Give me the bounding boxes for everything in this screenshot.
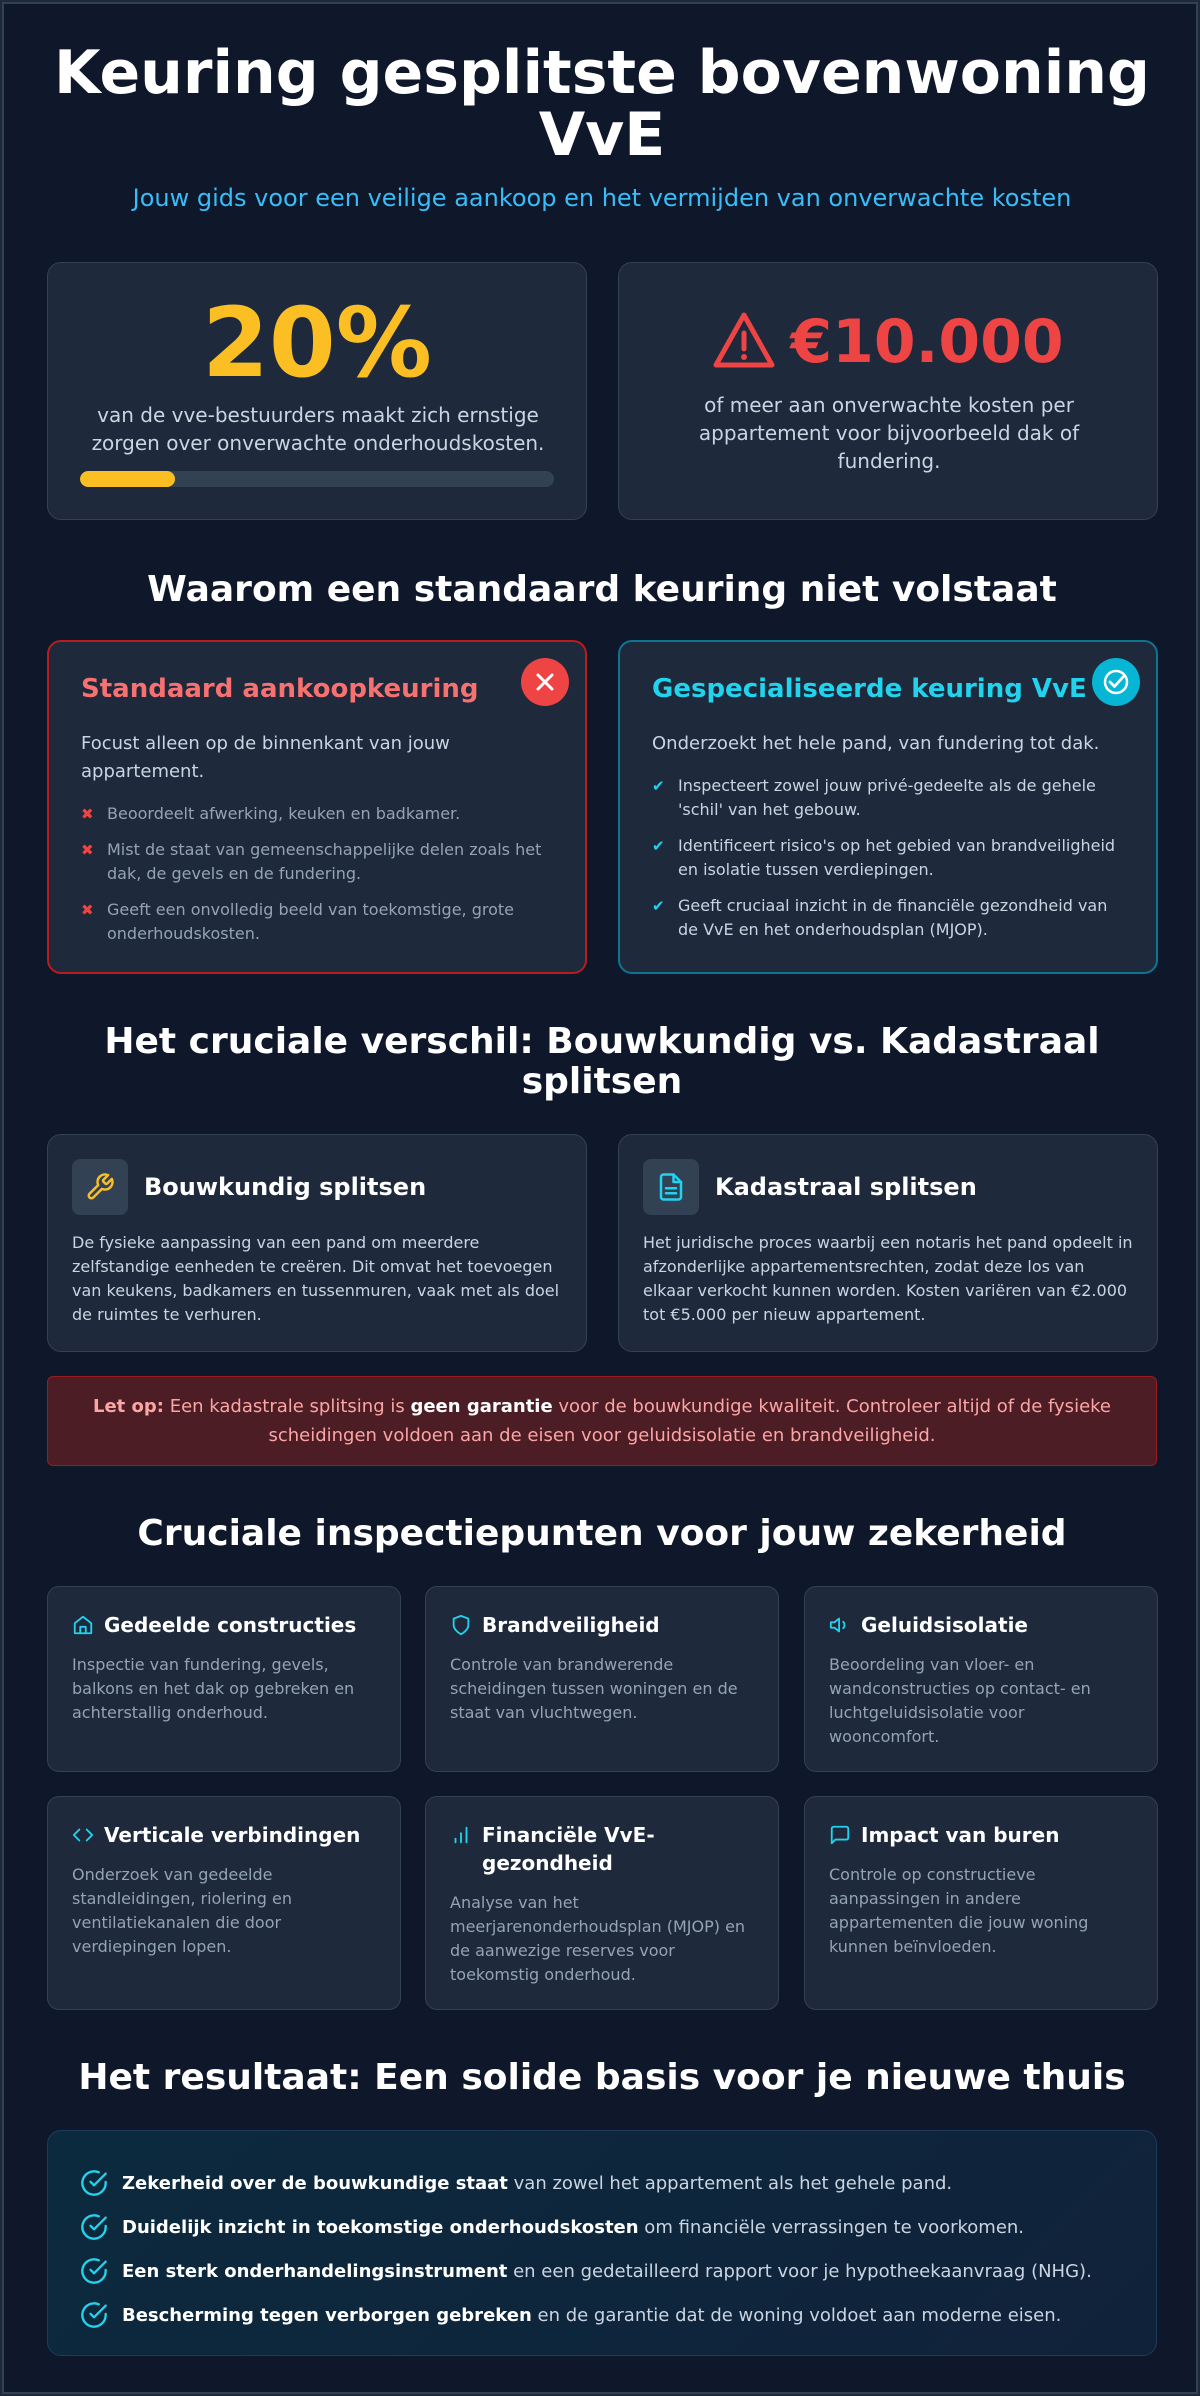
check-circle-badge-icon xyxy=(1092,658,1140,706)
inspection-text: Beoordeling van vloer- en wandconstructies op contact- en luchtgeluidsisolatie voor wooncomfort. xyxy=(829,1655,1091,1746)
bouwkundig-text: De fysieke aanpassing van een pand om meerdere zelfstandige eenheden te creëren. Dit omvat het toevoegen van keukens, badkamers en tussenmuren, vaak met als doel de ruimtes te verhuren. xyxy=(72,1233,560,1324)
page-title: Keuring gesplitste bovenwoning VvE xyxy=(54,38,1150,170)
stat-card-percentage xyxy=(47,262,587,520)
inspection-title: Financiële VvE-gezondheid xyxy=(482,1823,655,1875)
result-section-title: Het resultaat: Een solide basis voor je nieuwe thuis xyxy=(78,2057,1126,2098)
standard-inspection-card xyxy=(47,640,587,974)
inspection-card-fire-safety xyxy=(425,1586,779,1772)
inspection-card-vertical-connections xyxy=(47,1796,401,2010)
stat-progress-fill xyxy=(80,471,175,487)
cross-icon: ✖ xyxy=(81,901,94,919)
check-icon: ✔ xyxy=(652,837,665,855)
warning-note-text: Let op: Een kadastrale splitsing is geen garantie voor de bouwkundige kwaliteit. Controleer altijd of de fysieke scheidingen voldoen aan de eisen voor geluidsisolatie en brandveiligheid. xyxy=(92,1396,1111,1446)
inspection-title: Impact van buren xyxy=(861,1823,1060,1847)
inspection-card-shared-constructions xyxy=(47,1586,401,1772)
check-circle-icon xyxy=(80,2301,108,2329)
kadastraal-card xyxy=(618,1134,1158,1352)
stat-card-cost xyxy=(618,262,1158,520)
standard-inspection-list xyxy=(81,802,553,946)
check-icon: ✔ xyxy=(652,897,665,915)
stat-percentage-text: van de vve-bestuurders maakt zich ernstige zorgen over onverwachte onderhoudskosten. xyxy=(91,403,545,455)
specialised-inspection-card xyxy=(618,640,1158,974)
inspection-title: Gedeelde constructies xyxy=(104,1613,357,1637)
standard-inspection-lead: Focust alleen op de binnenkant van jouw appartement. xyxy=(81,733,450,782)
infographic-page xyxy=(2,2,1198,2394)
list-item: ✔ Inspecteert zowel jouw privé-gedeelte als de gehele 'schil' van het gebouw. xyxy=(652,776,1096,819)
result-item: Zekerheid over de bouwkundige staat van zowel het appartement als het gehele pand. xyxy=(80,2161,1124,2205)
inspection-text: Controle van brandwerende scheidingen tussen woningen en de staat van vluchtwegen. xyxy=(450,1655,738,1722)
kadastraal-title: Kadastraal splitsen xyxy=(715,1173,977,1201)
warning-triangle-icon xyxy=(712,311,776,373)
list-item: ✖ Geeft een onvolledig beeld van toekomstige, grote onderhoudskosten. xyxy=(81,900,514,943)
specialised-inspection-list xyxy=(652,774,1124,942)
check-circle-icon xyxy=(80,2213,108,2241)
inspection-text: Inspectie van fundering, gevels, balkons en het dak op gebreken en achterstallig onderhoud. xyxy=(72,1655,355,1722)
inspection-title: Verticale verbindingen xyxy=(104,1823,361,1847)
specialised-inspection-lead: Onderzoekt het hele pand, van fundering tot dak. xyxy=(652,733,1100,754)
wrench-icon xyxy=(72,1159,128,1215)
result-item: Duidelijk inzicht in toekomstige onderhoudskosten om financiële verrassingen te voorkomen. xyxy=(80,2205,1124,2249)
inspection-card-sound-insulation xyxy=(804,1586,1158,1772)
stat-cost-text: of meer aan onverwachte kosten per appartement voor bijvoorbeeld dak of fundering. xyxy=(698,393,1080,473)
inspection-card-financial-health xyxy=(425,1796,779,2010)
inspection-text: Analyse van het meerjarenonderhoudsplan (MJOP) en de aanwezige reserves voor toekomstig onderhoud. xyxy=(450,1893,746,1984)
speaker-icon xyxy=(829,1614,851,1636)
check-circle-icon xyxy=(80,2257,108,2285)
check-circle-icon xyxy=(80,2169,108,2197)
result-card xyxy=(47,2130,1157,2356)
specialised-inspection-title: Gespecialiseerde keuring VvE xyxy=(652,674,1087,704)
page-subtitle: Jouw gids voor een veilige aankoop en het vermijden van onverwachte kosten xyxy=(132,184,1072,212)
inspection-card-neighbour-impact xyxy=(804,1796,1158,2010)
stat-cost-value: €10.000 xyxy=(790,307,1064,377)
result-item: Een sterk onderhandelingsinstrument en een gedetailleerd rapport voor je hypotheekaanvraag (NHG). xyxy=(80,2249,1124,2293)
bar-chart-icon xyxy=(450,1824,472,1846)
cross-icon: ✖ xyxy=(81,841,94,859)
why-section-title: Waarom een standaard keuring niet volstaat xyxy=(147,569,1057,610)
document-icon xyxy=(643,1159,699,1215)
inspection-title: Geluidsisolatie xyxy=(861,1613,1028,1637)
inspection-title: Brandveiligheid xyxy=(482,1613,660,1637)
bouwkundig-title: Bouwkundig splitsen xyxy=(144,1173,427,1201)
list-item: ✖ Mist de staat van gemeenschappelijke delen zoals het dak, de gevels en de fundering. xyxy=(81,840,542,883)
inspection-text: Controle op constructieve aanpassingen in andere appartementen die jouw woning kunnen beïnvloeden. xyxy=(829,1865,1089,1956)
result-item: Bescherming tegen verborgen gebreken en de garantie dat de woning voldoet aan moderne eisen. xyxy=(80,2293,1124,2337)
kadastraal-text: Het juridische proces waarbij een notaris het pand opdeelt in afzonderlijke appartementsrechten, zodat deze los van elkaar verkocht kunnen worden. Kosten variëren van €2.000 tot €5.000 per nieuw appartement. xyxy=(643,1233,1133,1324)
list-item: ✖ Beoordeelt afwerking, keuken en badkamer. xyxy=(81,802,553,826)
shield-icon xyxy=(450,1614,472,1636)
check-icon: ✔ xyxy=(652,777,665,795)
stat-cost-row xyxy=(619,309,1157,375)
stat-progress-bar xyxy=(80,471,554,487)
standard-inspection-title: Standaard aankoopkeuring xyxy=(81,674,479,704)
bouwkundig-card xyxy=(47,1134,587,1352)
chat-icon xyxy=(829,1824,851,1846)
list-item: ✔ Geeft cruciaal inzicht in de financiële gezondheid van de VvE en het onderhoudsplan (MJOP). xyxy=(652,896,1108,939)
inspection-text: Onderzoek van gedeelde standleidingen, riolering en ventilatiekanalen die door verdiepingen lopen. xyxy=(72,1865,292,1956)
list-item: ✔ Identificeert risico's op het gebied van brandveiligheid en isolatie tussen verdiepingen. xyxy=(652,836,1116,879)
x-circle-icon xyxy=(521,658,569,706)
split-section-title: Het cruciale verschil: Bouwkundig vs. Kadastraal splitsen xyxy=(104,1021,1100,1102)
home-icon xyxy=(72,1614,94,1636)
code-icon xyxy=(72,1824,94,1846)
inspection-section-title: Cruciale inspectiepunten voor jouw zekerheid xyxy=(137,1513,1067,1554)
warning-prefix: Let op: xyxy=(92,1396,164,1417)
cross-icon: ✖ xyxy=(81,805,94,823)
warning-note xyxy=(47,1376,1157,1466)
stat-percentage-value: 20% xyxy=(202,287,432,399)
